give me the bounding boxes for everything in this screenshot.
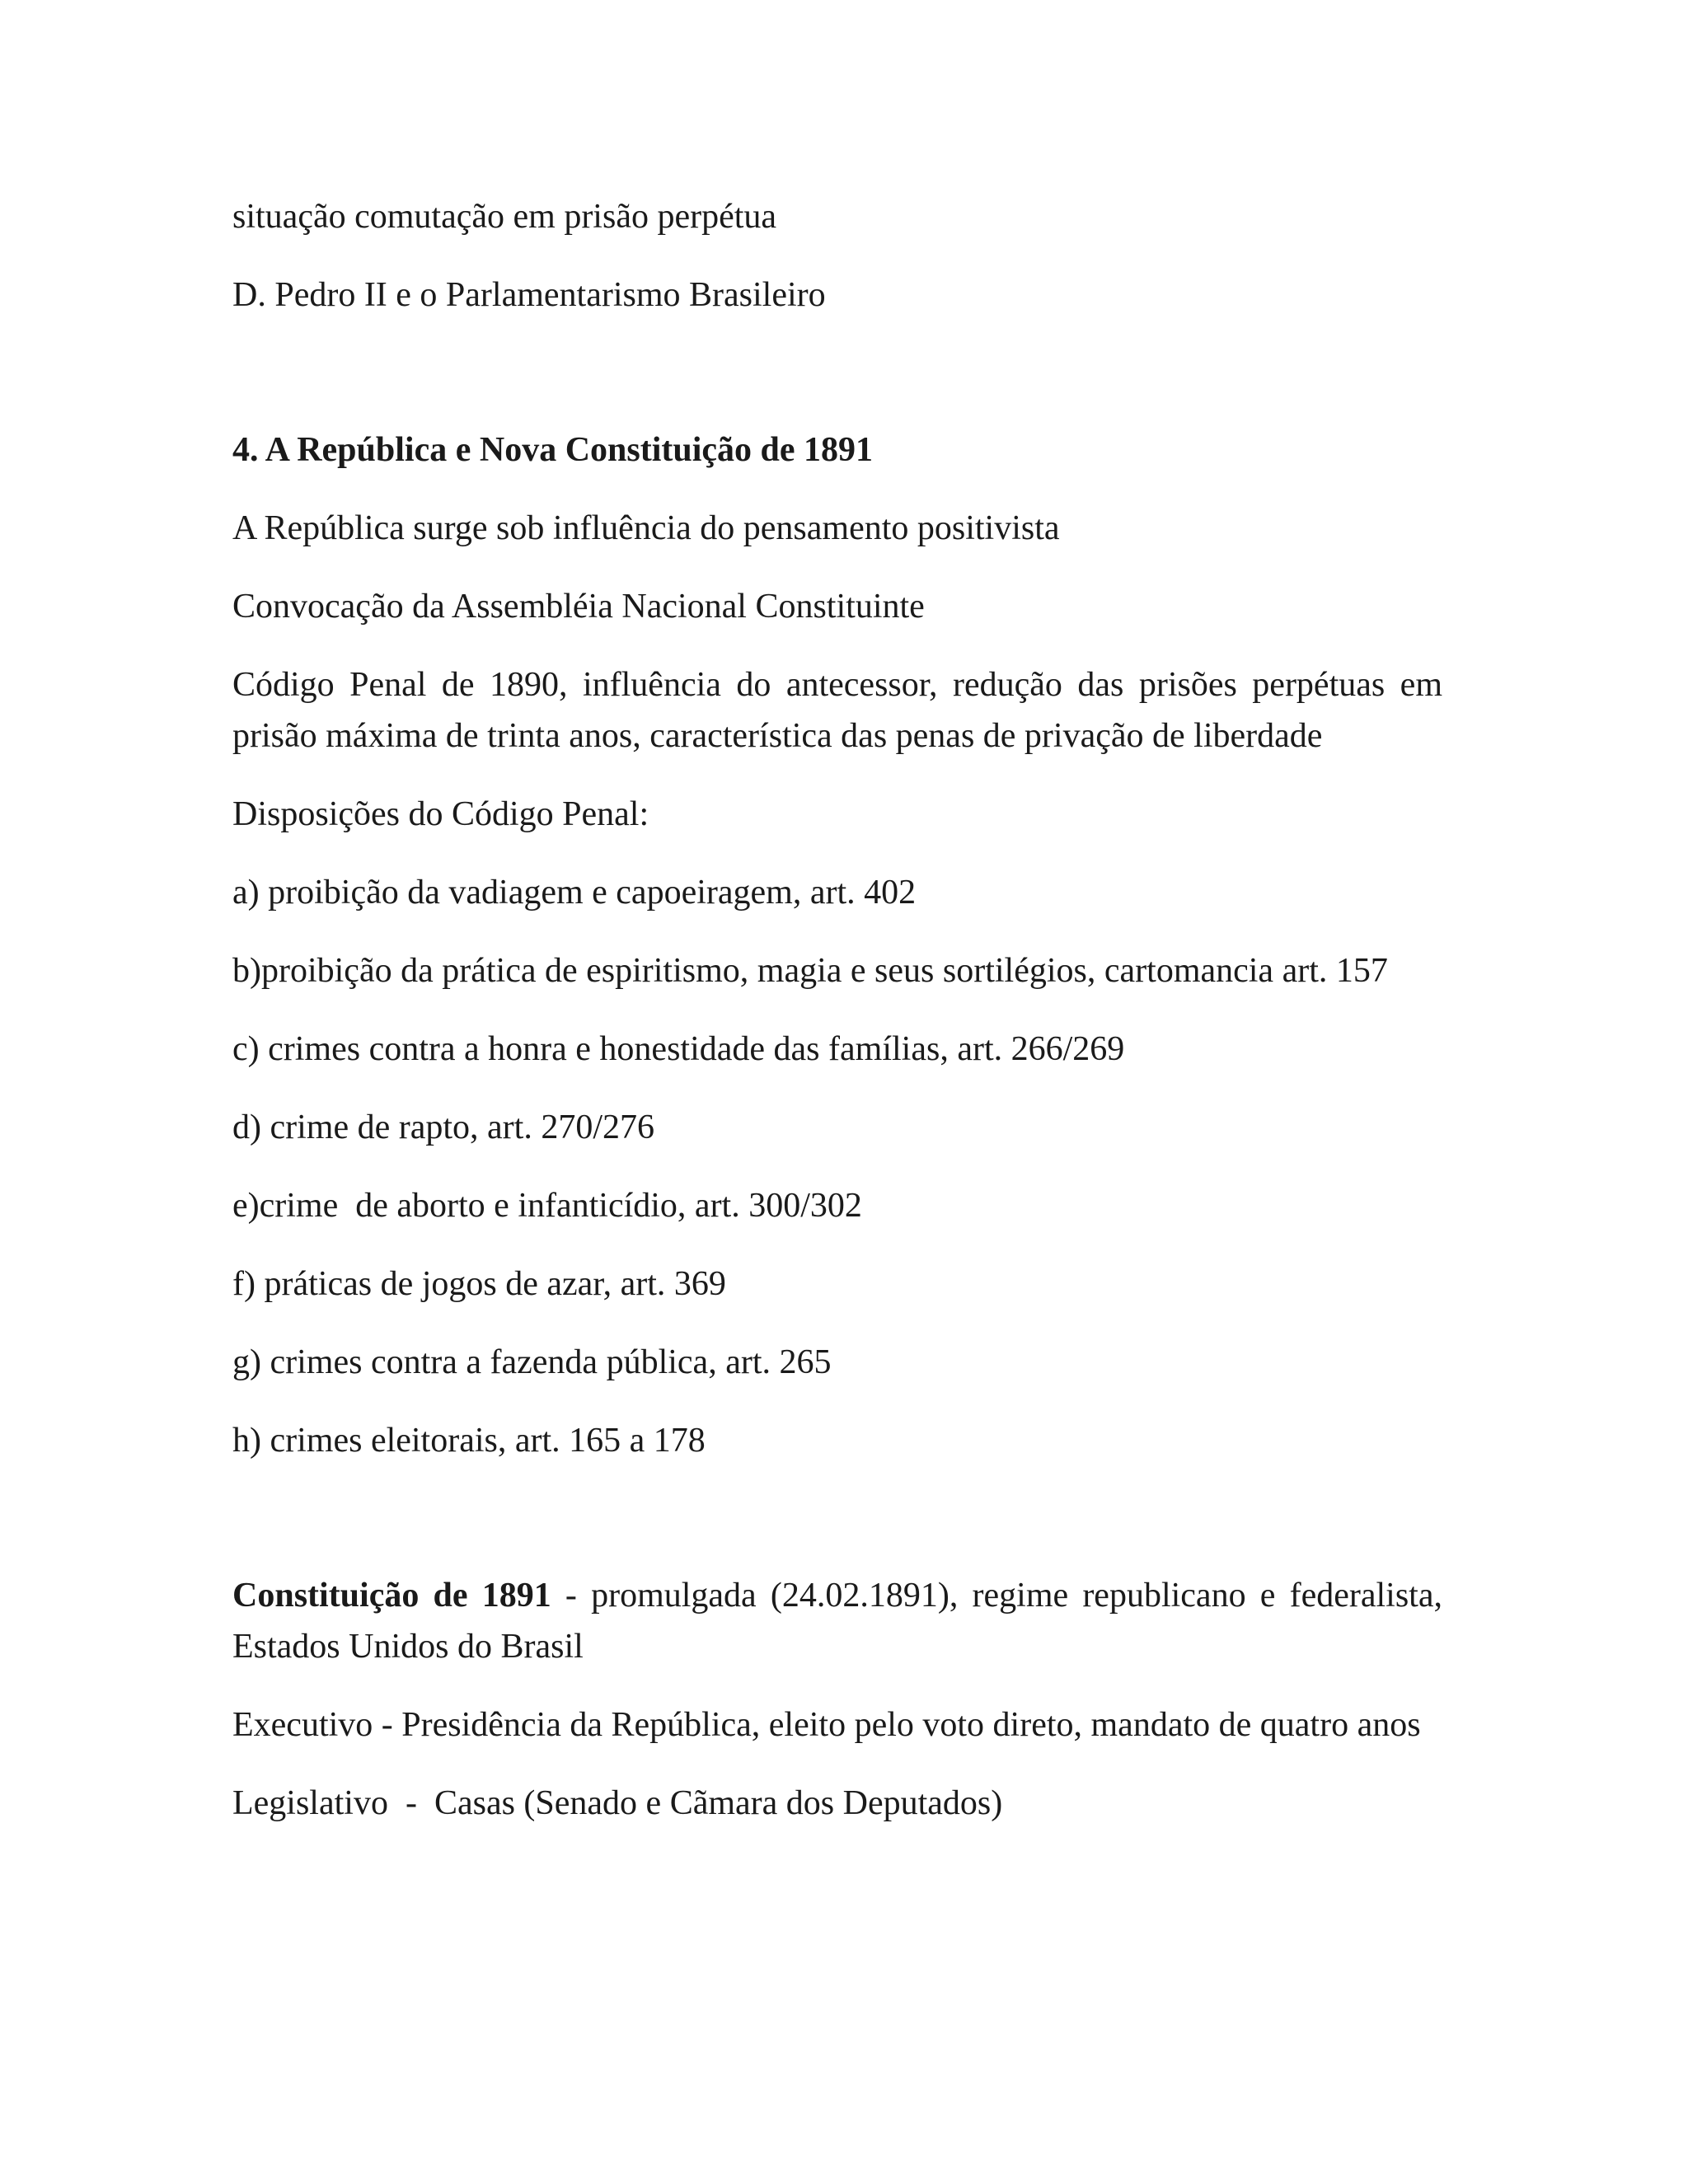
text-line-prison-commutation: situação comutação em prisão perpétua: [232, 198, 777, 236]
paragraph-convocacao: Convocação da Assembléia Nacional Constituinte: [232, 588, 925, 626]
paragraph-codigo-penal: Código Penal de 1890, influência do antecessor, redução das prisões perpétuas em prisão máxima de trinta anos, característica das penas de privação de liberdade: [232, 666, 1442, 755]
paragraph-disposicoes: Disposições do Código Penal:: [232, 795, 649, 833]
document-body: [232, 191, 1442, 1856]
paragraph-republica-positivista: A República surge sob influência do pensamento positivista: [232, 509, 1060, 547]
list-item-h: h) crimes eleitorais, art. 165 a 178: [232, 1422, 706, 1460]
paragraph-executivo: Executivo - Presidência da República, eleito pelo voto direto, mandato de quatro anos: [232, 1706, 1421, 1744]
list-item-c: c) crimes contra a honra e honestidade das famílias, art. 266/269: [232, 1030, 1125, 1068]
list-item-a: a) proibição da vadiagem e capoeiragem, art. 402: [232, 874, 917, 912]
section-heading: 4. A República e Nova Constituição de 1891: [232, 431, 874, 469]
list-item-e: e)crime de aborto e infanticídio, art. 300/302: [232, 1187, 862, 1225]
constituicao-description: - promulgada (24.02.1891), regime republicano e federalista, Estados Unidos do Brasil: [232, 1577, 1442, 1666]
text-line-pedro-ii: D. Pedro II e o Parlamentarismo Brasileiro: [232, 276, 826, 314]
list-item-f: f) práticas de jogos de azar, art. 369: [232, 1265, 726, 1303]
list-item-b: b)proibição da prática de espiritismo, magia e seus sortilégios, cartomancia art. 157: [232, 952, 1388, 990]
paragraph-legislativo: Legislativo - Casas (Senado e Cãmara dos Deputados): [232, 1784, 1003, 1822]
constituicao-label: Constituição de 1891: [232, 1577, 551, 1615]
list-item-g: g) crimes contra a fazenda pública, art. 265: [232, 1343, 832, 1381]
list-item-d: d) crime de rapto, art. 270/276: [232, 1108, 654, 1146]
paragraph-constituicao-1891: [232, 1570, 1442, 1672]
